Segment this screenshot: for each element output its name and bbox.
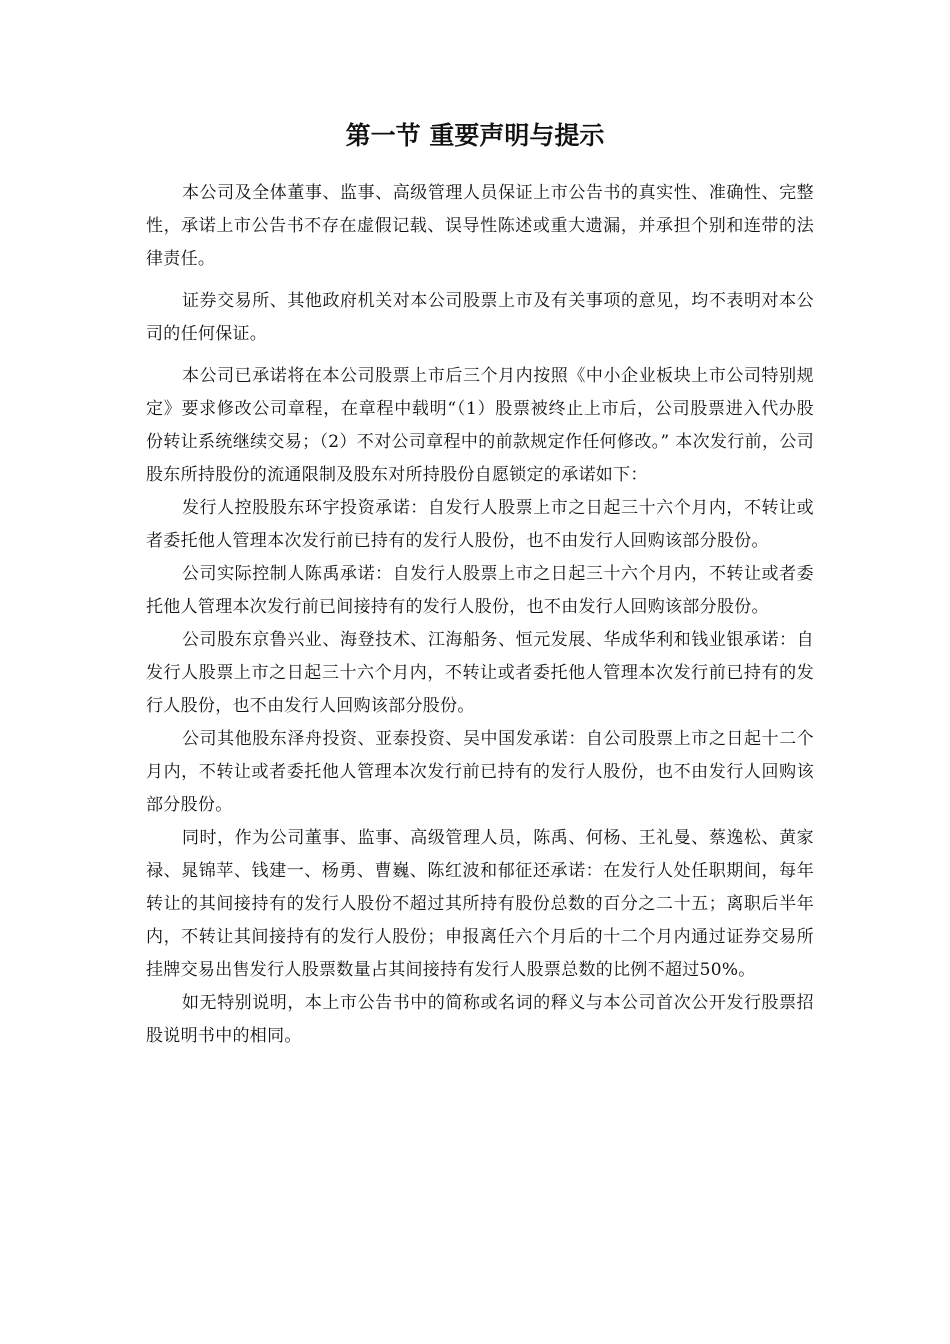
- paragraph-management-commitment: 同时，作为公司董事、监事、高级管理人员，陈禹、何杨、王礼曼、蔡逸松、黄家禄、晁锦苹、钱建一、杨勇、曹巍、陈红波和郁征还承诺：在发行人处任职期间，每年转让的其间接持有的发行人股份不超过其所持有股份总数的百分之二十五；离职后半年内，不转让其间接持有的发行人股份；申报离任六个月后的十二个月内通过证券交易所挂牌交易出售发行人股票数量占其间接持有发行人股票总数的比例不超过50%。: [146, 828, 814, 980]
- paragraph-actual-controller-lockup: 公司实际控制人陈禹承诺：自发行人股票上市之日起三十六个月内，不转让或者委托他人管理本次发行前已间接持有的发行人股份，也不由发行人回购该部分股份。: [146, 564, 814, 617]
- document-body: [146, 177, 814, 1053]
- paragraph-truthfulness-statement: 本公司及全体董事、监事、高级管理人员保证上市公告书的真实性、准确性、完整性，承诺上市公告书不存在虚假记载、误导性陈述或重大遗漏，并承担个别和连带的法律责任。: [146, 183, 814, 269]
- paragraph-articles-amendment: 本公司已承诺将在本公司股票上市后三个月内按照《中小企业板块上市公司特别规定》要求修改公司章程，在章程中载明“（1）股票被终止上市后，公司股票进入代办股份转让系统继续交易；（2）不对公司章程中的前款规定作任何修改。” 本次发行前，公司股东所持股份的流通限制及股东对所持股份自愿锁定的承诺如下：: [146, 366, 814, 485]
- paragraph-other-shareholders-lockup: 公司其他股东泽舟投资、亚泰投资、吴中国发承诺：自公司股票上市之日起十二个月内，不转让或者委托他人管理本次发行前已持有的发行人股份，也不由发行人回购该部分股份。: [146, 729, 814, 815]
- paragraph-exchange-disclaimer: 证券交易所、其他政府机关对本公司股票上市及有关事项的意见，均不表明对本公司的任何保证。: [146, 291, 814, 344]
- section-title: 第一节 重要声明与提示: [345, 121, 605, 150]
- paragraph-definitions-note: 如无特别说明，本上市公告书中的简称或名词的释义与本公司首次公开发行股票招股说明书中的相同。: [146, 993, 814, 1046]
- paragraph-shareholders-lockup: 公司股东京鲁兴业、海登技术、江海船务、恒元发展、华成华利和钱业银承诺：自发行人股票上市之日起三十六个月内，不转让或者委托他人管理本次发行前已持有的发行人股份，也不由发行人回购该部分股份。: [146, 630, 814, 716]
- paragraph-controlling-shareholder-lockup: 发行人控股股东环宇投资承诺：自发行人股票上市之日起三十六个月内，不转让或者委托他人管理本次发行前已持有的发行人股份，也不由发行人回购该部分股份。: [146, 498, 814, 551]
